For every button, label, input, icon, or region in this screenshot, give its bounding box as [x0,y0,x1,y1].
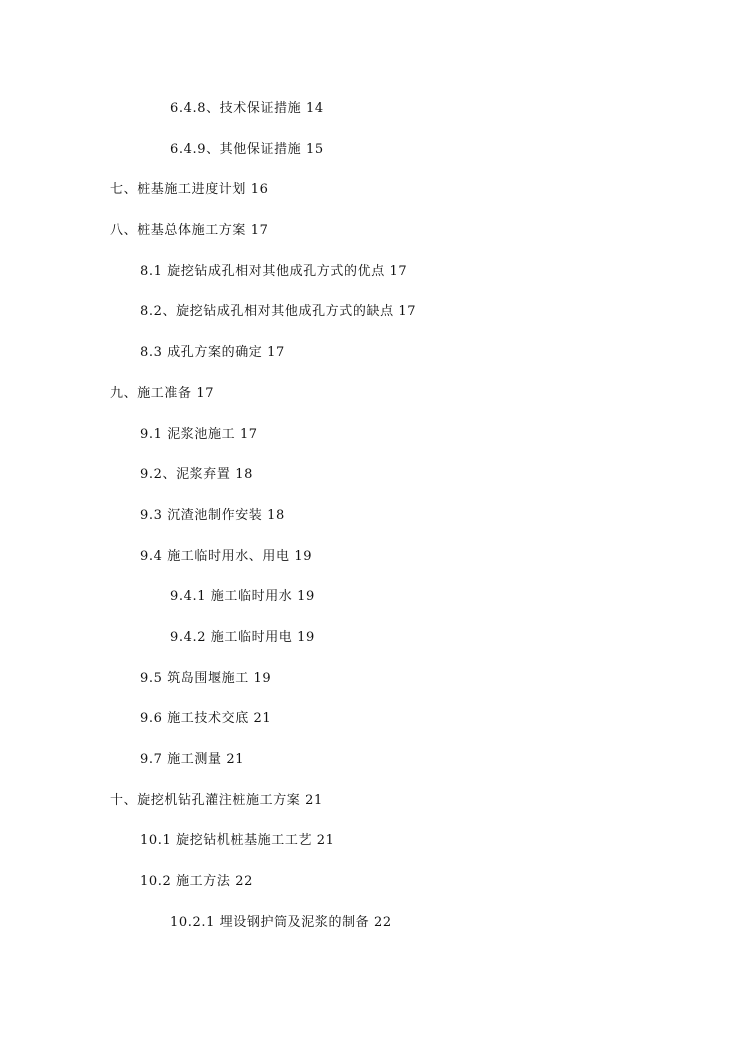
toc-entry-chapter-10: 十、旋挖机钻孔灌注桩施工方案 21 [110,793,323,808]
toc-entry-chapter-8: 八、桩基总体施工方案 17 [110,223,269,238]
toc-entry-9-5: 9.5 筑岛围堰施工 19 [140,671,272,686]
toc-entry-9-6: 9.6 施工技术交底 21 [140,711,272,726]
toc-entry-10-1: 10.1 旋挖钻机桩基施工工艺 21 [140,833,335,848]
toc-entry-8-3: 8.3 成孔方案的确定 17 [140,345,285,360]
toc-entry-9-3: 9.3 沉渣池制作安装 18 [140,508,285,523]
toc-entry-10-2-1: 10.2.1 埋设钢护筒及泥浆的制备 22 [170,915,392,930]
toc-entry-9-7: 9.7 施工测量 21 [140,752,245,767]
toc-entry-8-2: 8.2、旋挖钻成孔相对其他成孔方式的缺点 17 [140,304,417,319]
toc-entry-chapter-7: 七、桩基施工进度计划 16 [110,182,269,197]
toc-entry-chapter-9: 九、施工准备 17 [110,386,215,401]
toc-entry-9-4-1: 9.4.1 施工临时用水 19 [170,589,315,604]
toc-entry-9-1: 9.1 泥浆池施工 17 [140,427,258,442]
toc-entry-8-1: 8.1 旋挖钻成孔相对其他成孔方式的优点 17 [140,264,408,279]
toc-entry-9-4-2: 9.4.2 施工临时用电 19 [170,630,315,645]
toc-entry-10-2: 10.2 施工方法 22 [140,874,253,889]
toc-entry-6-4-8: 6.4.8、技术保证措施 14 [170,101,324,116]
toc-entry-6-4-9: 6.4.9、其他保证措施 15 [170,142,324,157]
toc-entry-9-4: 9.4 施工临时用水、用电 19 [140,549,313,564]
toc-entry-9-2: 9.2、泥浆弃置 18 [140,467,253,482]
